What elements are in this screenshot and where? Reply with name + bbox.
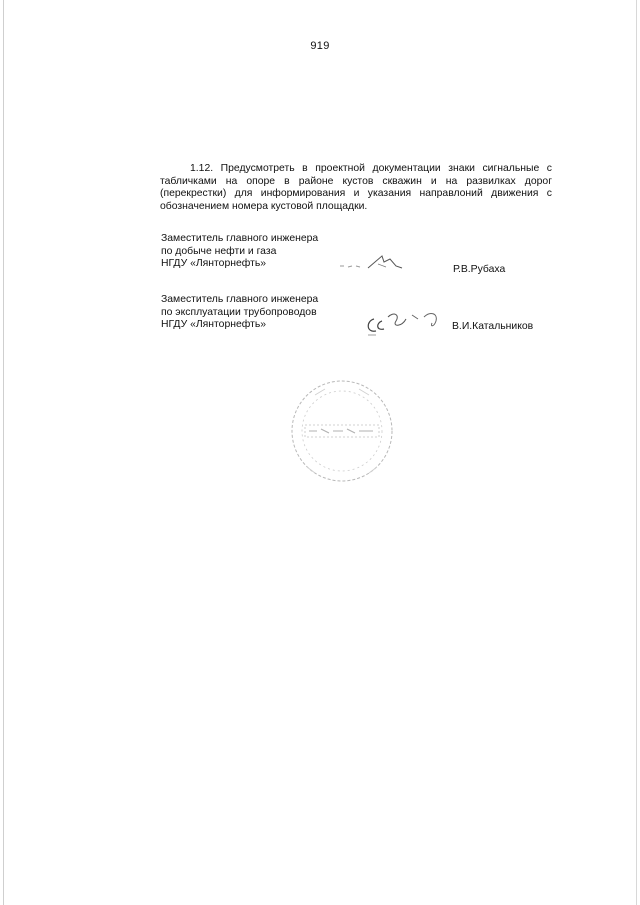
scan-edge-right — [636, 0, 637, 905]
faint-seal-stamp — [285, 373, 400, 488]
signatory-1-name: Р.В.Рубаха — [453, 264, 506, 275]
item-1-12-paragraph: 1.12. Предусмотреть в проектной документации знаки сигнальные с табличками на опоре в районе кустов скважин и на развилках дорог (перекрестки) для информирования и указания направлоний движения с обозначением номера кустовой площадки. — [160, 163, 552, 212]
position-line: по эксплуатации трубопроводов — [161, 306, 317, 318]
position-line: по добыче нефти и газа — [161, 245, 277, 257]
position-line: НГДУ «Лянторнефть» — [161, 319, 267, 330]
signature-2-scribble — [360, 305, 450, 341]
signatory-2-position — [161, 294, 318, 332]
signatory-1-position — [161, 233, 318, 271]
position-line: Заместитель главного инженера — [161, 294, 319, 305]
scan-edge-left — [3, 0, 4, 905]
signatory-2-name: В.И.Катальников — [452, 321, 534, 332]
position-line: НГДУ «Лянторнефть» — [161, 258, 267, 269]
position-line: Заместитель главного инженера — [161, 233, 319, 244]
page-number: 919 — [310, 40, 330, 52]
signature-1-scribble — [338, 250, 408, 274]
